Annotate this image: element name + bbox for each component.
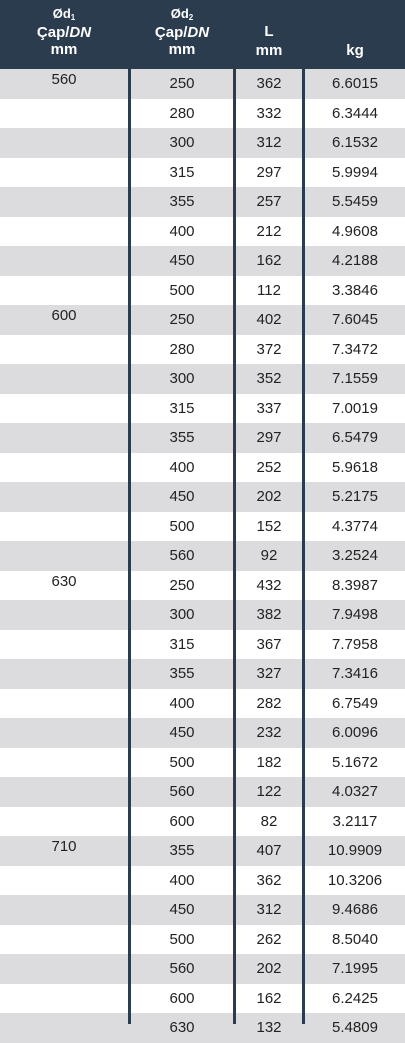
- cell-length: 92: [260, 547, 278, 564]
- cell-d2: 560: [169, 960, 195, 977]
- cell-weight: 7.1559: [332, 370, 378, 387]
- table-row: [0, 158, 405, 188]
- cell-d1: [0, 158, 128, 188]
- cell-length: 382: [256, 606, 282, 623]
- table-row: [0, 866, 405, 896]
- cell-d2: 450: [169, 252, 195, 269]
- cell-length: 252: [256, 458, 282, 476]
- table-row: [0, 246, 405, 276]
- cell-weight: 7.1995: [332, 960, 378, 977]
- cell-length: 202: [256, 960, 282, 977]
- cell-weight: 5.4809: [332, 1019, 378, 1036]
- cell-weight: 7.6045: [332, 311, 378, 328]
- cell-d1: [0, 954, 128, 984]
- cell-d2: 280: [169, 104, 195, 122]
- cell-length: 312: [256, 134, 282, 151]
- table-row: [0, 1013, 405, 1043]
- cell-d2: 500: [169, 930, 195, 948]
- header-d1: [0, 0, 128, 69]
- cell-d1: [0, 364, 128, 394]
- cell-d2: 500: [169, 517, 195, 535]
- cell-d2: 400: [169, 871, 195, 889]
- table-row: [0, 482, 405, 512]
- cell-weight: 4.2188: [332, 252, 378, 269]
- cell-weight: 5.9994: [332, 163, 378, 181]
- table-row: [0, 807, 405, 837]
- table-row: [0, 836, 405, 866]
- cell-d1: [0, 718, 128, 748]
- cell-d1: 600: [51, 307, 77, 324]
- header-weight: [305, 0, 405, 69]
- table-row: [0, 777, 405, 807]
- cell-d1: [0, 394, 128, 424]
- header-d2: [131, 0, 233, 69]
- cell-length: 327: [256, 665, 282, 682]
- cell-length: 182: [256, 753, 282, 771]
- table-row: [0, 69, 405, 99]
- table-row: [0, 99, 405, 129]
- cell-length: 362: [256, 75, 282, 92]
- table-row: [0, 600, 405, 630]
- cell-weight: 7.0019: [332, 399, 378, 417]
- cell-d1: 560: [51, 71, 77, 88]
- cell-length: 202: [256, 488, 282, 505]
- table-row: [0, 630, 405, 660]
- header-d1-unit: mm: [50, 41, 78, 58]
- cell-weight: 6.1532: [332, 134, 378, 151]
- cell-d2: 300: [169, 606, 195, 623]
- cell-d2: 600: [169, 989, 195, 1007]
- cell-d1: 710: [51, 838, 77, 855]
- cell-length: 352: [256, 370, 282, 387]
- cell-length: 162: [256, 252, 282, 269]
- cell-d2: 400: [169, 222, 195, 240]
- cell-weight: 6.3444: [332, 104, 378, 122]
- cell-weight: 4.0327: [332, 783, 378, 800]
- table-row: [0, 954, 405, 984]
- cell-weight: 10.3206: [327, 871, 383, 889]
- cell-weight: 5.2175: [332, 488, 378, 505]
- cell-length: 402: [256, 311, 282, 328]
- cell-d2: 250: [169, 311, 195, 328]
- table-row: [0, 335, 405, 365]
- cell-length: 372: [256, 340, 282, 358]
- cell-weight: 6.7549: [332, 694, 378, 712]
- cell-weight: 7.7958: [332, 635, 378, 653]
- cell-d2: 500: [169, 281, 195, 299]
- cell-d1: [0, 276, 128, 306]
- cell-length: 362: [256, 871, 282, 889]
- cell-length: 82: [260, 812, 278, 830]
- cell-d1: [0, 1013, 128, 1043]
- cell-length: 122: [256, 783, 282, 800]
- cell-d1: [0, 895, 128, 925]
- cell-weight: 3.3846: [332, 281, 378, 299]
- table-row: [0, 217, 405, 247]
- cell-d2: 300: [169, 134, 195, 151]
- cell-d2: 450: [169, 724, 195, 741]
- table-row: [0, 541, 405, 571]
- cell-d1: [0, 482, 128, 512]
- cell-d2: 315: [169, 163, 195, 181]
- cell-length: 407: [256, 842, 282, 859]
- cell-length: 367: [256, 635, 282, 653]
- cell-length: 297: [256, 163, 282, 181]
- header-weight-unit: kg: [346, 42, 364, 59]
- cell-length: 162: [256, 989, 282, 1007]
- cell-d2: 450: [169, 901, 195, 918]
- cell-weight: 8.5040: [332, 930, 378, 948]
- cell-d1: [0, 453, 128, 483]
- cell-length: 337: [256, 399, 282, 417]
- cell-weight: 7.3416: [332, 665, 378, 682]
- cell-weight: 3.2117: [332, 812, 378, 830]
- cell-d1: [0, 748, 128, 778]
- table-row: [0, 748, 405, 778]
- table-row: [0, 276, 405, 306]
- cell-d1: [0, 423, 128, 453]
- cell-weight: 10.9909: [327, 842, 383, 859]
- cell-length: 132: [256, 1019, 282, 1036]
- cell-d2: 355: [169, 429, 195, 446]
- table-row: [0, 512, 405, 542]
- table-row: [0, 453, 405, 483]
- cell-d1: [0, 866, 128, 896]
- table-row: [0, 689, 405, 719]
- cell-weight: 3.2524: [332, 547, 378, 564]
- table-row: [0, 128, 405, 158]
- cell-length: 332: [256, 104, 282, 122]
- table-row: [0, 571, 405, 601]
- table-row: [0, 984, 405, 1014]
- table-row: [0, 895, 405, 925]
- cell-d2: 300: [169, 370, 195, 387]
- cell-length: 257: [256, 193, 282, 210]
- header-d1-label: Çap/DN: [36, 24, 92, 41]
- cell-d2: 630: [169, 1019, 195, 1036]
- cell-d2: 355: [169, 665, 195, 682]
- cell-length: 282: [256, 694, 282, 712]
- cell-d1: [0, 925, 128, 955]
- cell-length: 432: [256, 576, 282, 594]
- cell-d1: [0, 689, 128, 719]
- cell-d1: [0, 630, 128, 660]
- cell-weight: 8.3987: [332, 576, 378, 594]
- cell-length: 312: [256, 901, 282, 918]
- cell-d1: [0, 984, 128, 1014]
- cell-weight: 9.4686: [332, 901, 378, 918]
- cell-d1: [0, 541, 128, 571]
- column-divider: [302, 0, 305, 1024]
- cell-weight: 5.5459: [332, 193, 378, 210]
- cell-length: 297: [256, 429, 282, 446]
- table-row: [0, 423, 405, 453]
- cell-weight: 7.3472: [332, 340, 378, 358]
- cell-d1: [0, 807, 128, 837]
- table-row: [0, 394, 405, 424]
- cell-d2: 400: [169, 458, 195, 476]
- cell-d2: 450: [169, 488, 195, 505]
- table-row: [0, 659, 405, 689]
- cell-weight: 4.9608: [332, 222, 378, 240]
- column-divider: [128, 0, 131, 1024]
- cell-d1: 630: [51, 572, 77, 590]
- cell-d2: 315: [169, 635, 195, 653]
- table-row: [0, 187, 405, 217]
- cell-d2: 355: [169, 842, 195, 859]
- table-header: [0, 0, 405, 69]
- header-d2-label: Çap/DN: [154, 24, 210, 41]
- cell-d2: 315: [169, 399, 195, 417]
- cell-d2: 355: [169, 193, 195, 210]
- cell-weight: 4.3774: [332, 517, 378, 535]
- cell-weight: 7.9498: [332, 606, 378, 623]
- header-length: [236, 0, 302, 69]
- header-length-label: L: [264, 23, 274, 40]
- cell-d2: 500: [169, 753, 195, 771]
- cell-d2: 560: [169, 547, 195, 564]
- cell-d2: 560: [169, 783, 195, 800]
- cell-length: 212: [256, 222, 282, 240]
- table-row: [0, 925, 405, 955]
- cell-weight: 5.9618: [332, 458, 378, 476]
- cell-length: 262: [256, 930, 282, 948]
- table-row: [0, 718, 405, 748]
- cell-d1: [0, 246, 128, 276]
- table-row: [0, 364, 405, 394]
- cell-d1: [0, 600, 128, 630]
- header-d1-symbol: $Ød_1$: [52, 6, 76, 22]
- header-d2-unit: mm: [168, 41, 196, 58]
- cell-weight: 5.1672: [332, 753, 378, 771]
- cell-d2: 250: [169, 576, 195, 594]
- column-divider: [233, 0, 236, 1024]
- header-length-unit: mm: [255, 42, 283, 59]
- cell-d1: [0, 659, 128, 689]
- table-row: [0, 305, 405, 335]
- cell-length: 232: [256, 724, 282, 741]
- cell-weight: 6.5479: [332, 429, 378, 446]
- cell-d1: [0, 335, 128, 365]
- cell-weight: 6.2425: [332, 989, 378, 1007]
- cell-d1: [0, 777, 128, 807]
- cell-d2: 280: [169, 340, 195, 358]
- cell-d2: 400: [169, 694, 195, 712]
- header-d2-symbol: $Ød_2$: [170, 6, 194, 22]
- cell-weight: 6.0096: [332, 724, 378, 741]
- cell-d2: 250: [169, 75, 195, 92]
- cell-d2: 600: [169, 812, 195, 830]
- cell-length: 152: [256, 517, 282, 535]
- cell-d1: [0, 128, 128, 158]
- cell-length: 112: [257, 281, 281, 299]
- table-body: [0, 69, 405, 1043]
- cell-d1: [0, 512, 128, 542]
- cell-d1: [0, 217, 128, 247]
- cell-d1: [0, 187, 128, 217]
- cell-weight: 6.6015: [332, 75, 378, 92]
- cell-d1: [0, 99, 128, 129]
